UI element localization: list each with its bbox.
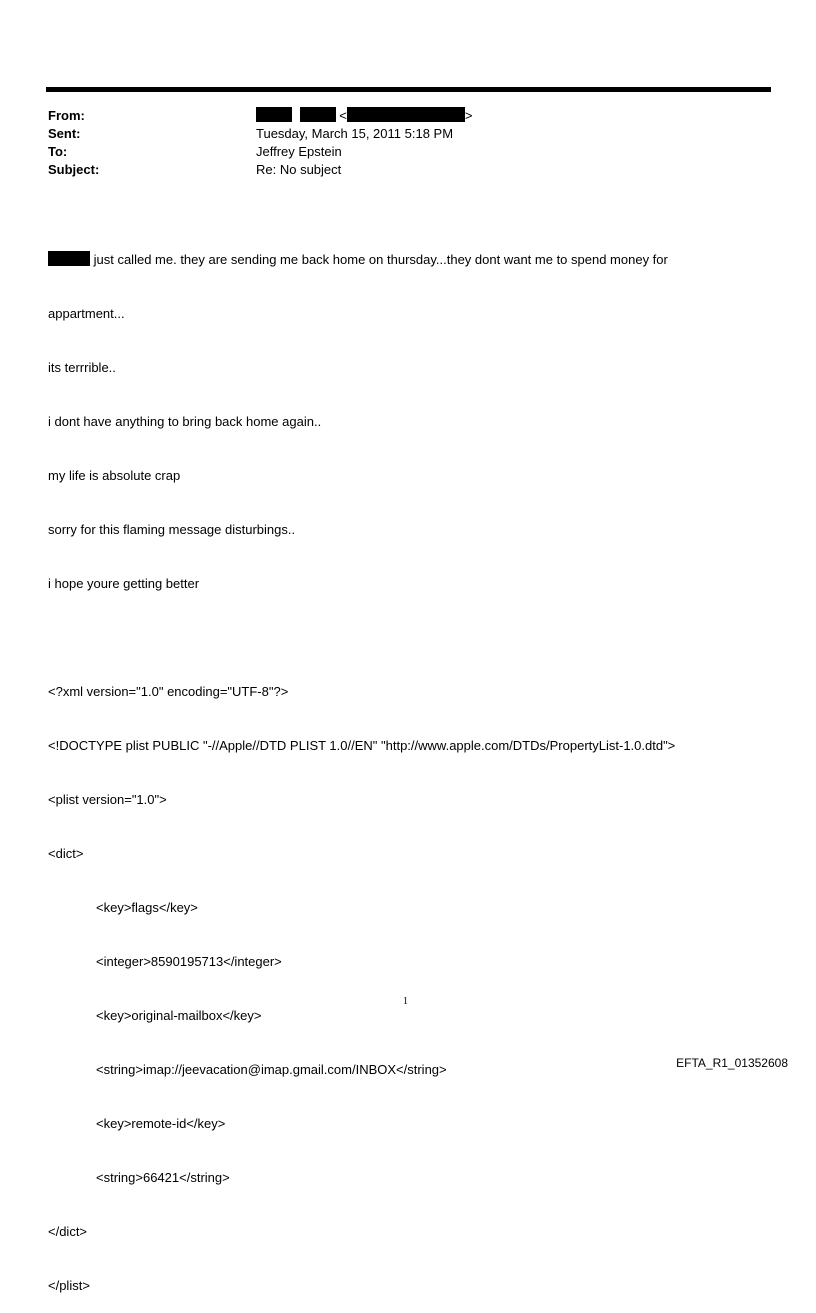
plist-line: <string>66421</string> [96, 1170, 230, 1185]
from-gt: > [464, 108, 473, 123]
to-label: To: [48, 144, 68, 159]
plist-line: <dict> [48, 846, 84, 861]
to-value: Jeffrey Epstein [256, 144, 342, 159]
header-rule [46, 87, 771, 92]
message-line: i dont have anything to bring back home again.. [48, 414, 322, 429]
subject-value: Re: No subject [256, 162, 342, 177]
sent-value: Tuesday, March 15, 2011 5:18 PM [256, 126, 454, 141]
sent-label: Sent: [48, 126, 81, 141]
from-value [256, 107, 472, 125]
message-line: i hope youre getting better [48, 576, 200, 591]
plist-line: <key>flags</key> [96, 900, 198, 915]
message-line: its terrrible.. [48, 360, 116, 375]
message-body [48, 215, 675, 1313]
message-line [48, 251, 675, 269]
plist-line: <?xml version="1.0" encoding="UTF-8"?> [48, 684, 289, 699]
redaction-block [300, 107, 336, 122]
plist-line: <string>imap://jeevacation@imap.gmail.com/INBOX</string> [96, 1062, 447, 1077]
redaction-block [48, 251, 90, 266]
plist-line: </plist> [48, 1278, 90, 1293]
redaction-block [347, 107, 465, 122]
redaction-block [256, 107, 292, 122]
message-text: just called me. they are sending me back home on thursday...they dont want me to spend money for [90, 252, 668, 267]
bates-number: EFTA_R1_01352608 [676, 1056, 788, 1070]
from-lt: < [339, 108, 347, 123]
from-label: From: [48, 108, 85, 123]
page-number: 1 [403, 996, 408, 1007]
subject-label: Subject: [48, 162, 100, 177]
message-line: sorry for this flaming message disturbings.. [48, 522, 296, 537]
plist-line: <integer>8590195713</integer> [96, 954, 282, 969]
message-line: appartment... [48, 306, 125, 321]
plist-line: <!DOCTYPE plist PUBLIC "-//Apple//DTD PLIST 1.0//EN" "http://www.apple.com/DTDs/PropertyList-1.0.dtd"> [48, 738, 676, 753]
blank-line [48, 629, 675, 647]
plist-line: </dict> [48, 1224, 88, 1239]
plist-line: <key>remote-id</key> [96, 1116, 226, 1131]
plist-line: <plist version="1.0"> [48, 792, 167, 807]
plist-line: <key>original-mailbox</key> [96, 1008, 262, 1023]
message-line: my life is absolute crap [48, 468, 181, 483]
